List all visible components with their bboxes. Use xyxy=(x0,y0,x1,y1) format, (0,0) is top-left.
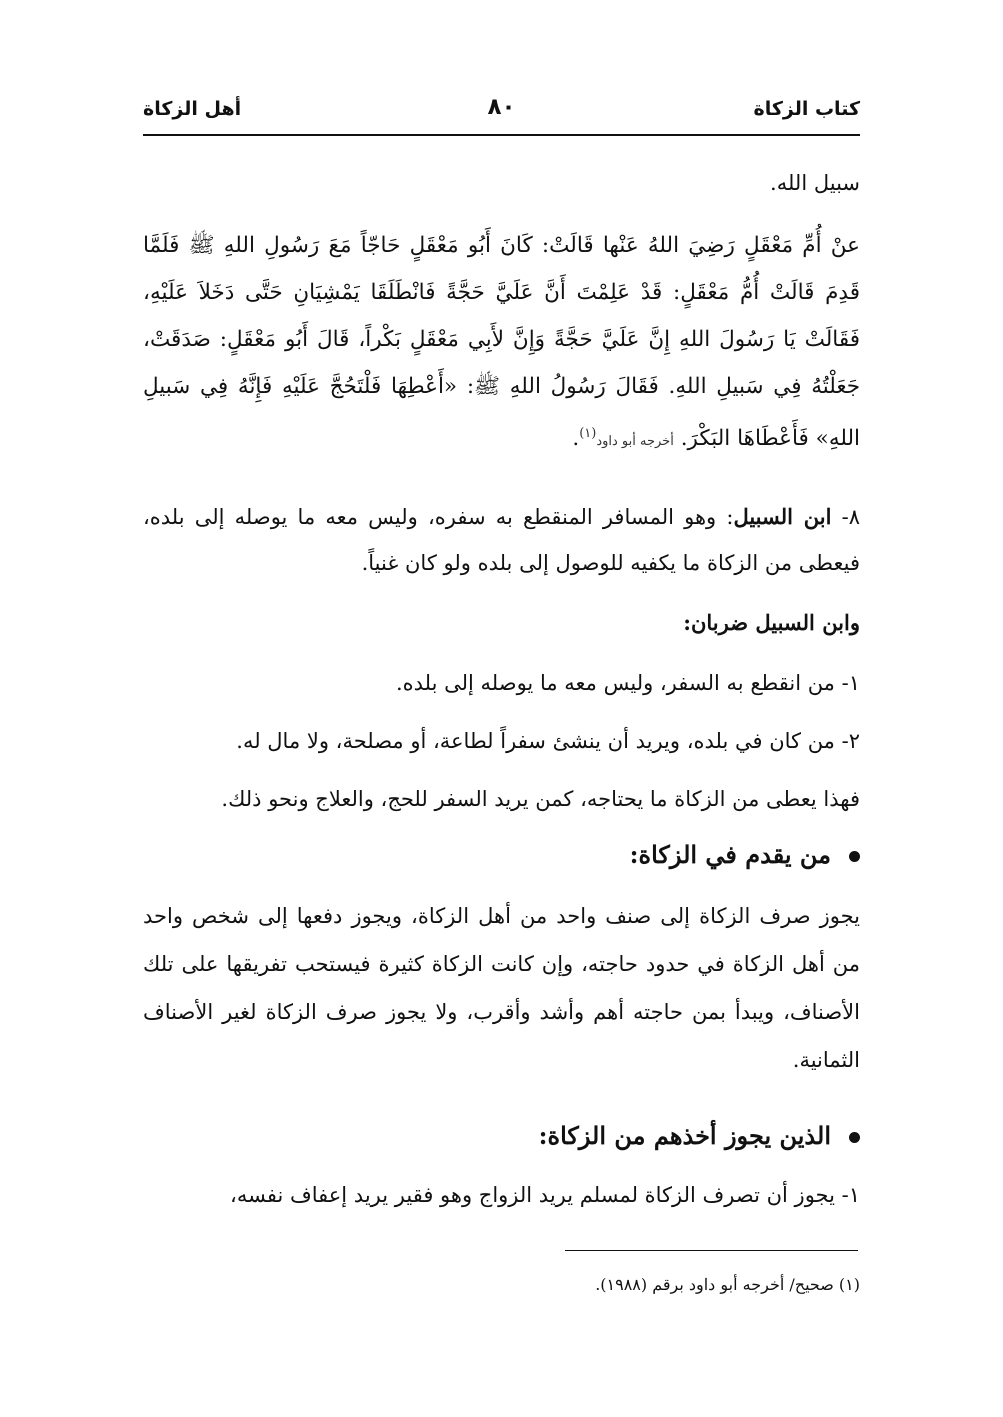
types-summary xyxy=(143,776,860,822)
item-8-text: : وهو المسافر المنقطع به سفره، وليس معه ما يوصله إلى بلده، فيعطى من الزكاة ما يكفيه للوصول إلى بلده ولو كان غنياً. xyxy=(143,505,860,575)
types-heading-text: وابن السبيل ضربان: xyxy=(683,610,860,635)
section-2-item-1 xyxy=(143,1172,860,1218)
book-title: كتاب الزكاة xyxy=(753,98,860,120)
types-heading xyxy=(143,600,860,646)
section-heading-priority xyxy=(143,835,860,875)
section-1-text: يجوز صرف الزكاة إلى صنف واحد من أهل الزكاة، ويجوز دفعها إلى شخص واحد من أهل الزكاة في حدود حاجته، وإن كانت الزكاة كثيرة فيستحب تفريقها على تلك الأصناف، ويبدأ بمن حاجته أهم وأشد وأقرب، ولا يجوز صرف الزكاة لغير الأصناف الثمانية. xyxy=(143,904,860,1072)
bullet-icon xyxy=(849,1132,860,1143)
hadith-source: أخرجه أبو داود xyxy=(596,434,674,450)
bullet-icon xyxy=(849,851,860,862)
item-8 xyxy=(143,494,860,586)
hadith-block xyxy=(143,222,860,465)
section-1-title: من يقدم في الزكاة: xyxy=(629,840,831,869)
hadith-end: . xyxy=(572,426,580,452)
footnote-text: (١) صحيح/ أخرجه أبو داود برقم (١٩٨٨). xyxy=(595,1275,860,1294)
section-2-item-1-text: ١- يجوز أن تصرف الزكاة لمسلم يريد الزواج وهو فقير يريد إعفاف نفسه، xyxy=(230,1183,860,1207)
type-2-text: ٢- من كان في بلده، ويريد أن ينشئ سفراً لطاعة، أو مصلحة، ولا مال له. xyxy=(236,729,860,753)
type-1 xyxy=(143,660,860,706)
continuation-text: سبيل الله. xyxy=(770,171,860,195)
type-2 xyxy=(143,718,860,764)
footnote-ref[interactable]: (١) xyxy=(579,426,597,441)
paragraph-continuation xyxy=(143,160,860,206)
header-rule xyxy=(143,134,860,136)
running-header xyxy=(143,94,860,128)
hadith-text: عنْ أُمِّ مَعْقَلٍ رَضِيَ اللهُ عَنْها قَالَتْ: كَانَ أَبُو مَعْقَلٍ حَاجّاً مَعَ رَسُولِ اللهِ ﷺ فَلَمَّا قَدِمَ قَالَتْ أُمُّ مَعْقَلٍ: قَدْ عَلِمْتَ أَنَّ عَلَيَّ حَجَّةً فَانْطَلَقَا يَمْشِيَانِ حَتَّى دَخَلاَ عَلَيْهِ، فَقَالَتْ يَا رَسُولَ اللهِ إِنَّ عَلَيَّ حَجَّةً وَإِنَّ لأَبِي مَعْقَلٍ بَكْراً، قَالَ أَبُو مَعْقَلٍ: صَدَقَتْ، جَعَلْتُهُ فِي سَبيلِ اللهِ. فَقَالَ رَسُولُ اللهِ ﷺ: «أَعْطِهَا فَلْتَحُجَّ عَلَيْهِ فَإِنَّهُ فِي سَبيلِ اللهِ» فَأَعْطَاهَا البَكْرَ. xyxy=(143,233,860,452)
section-2-title: الذين يجوز أخذهم من الزكاة: xyxy=(538,1121,831,1150)
footnote xyxy=(143,1272,860,1298)
item-8-title: ابن السبيل xyxy=(733,504,832,529)
page-number: ٨٠ xyxy=(487,94,516,120)
item-8-number: ٨- xyxy=(831,505,860,529)
types-summary-text: فهذا يعطى من الزكاة ما يحتاجه، كمن يريد السفر للحج، والعلاج ونحو ذلك. xyxy=(221,787,860,811)
section-heading-eligible xyxy=(143,1116,860,1156)
type-1-text: ١- من انقطع به السفر، وليس معه ما يوصله إلى بلده. xyxy=(395,671,860,695)
footnote-rule xyxy=(565,1250,858,1251)
section-1-paragraph xyxy=(143,892,860,1084)
chapter-title: أهل الزكاة xyxy=(143,98,242,120)
